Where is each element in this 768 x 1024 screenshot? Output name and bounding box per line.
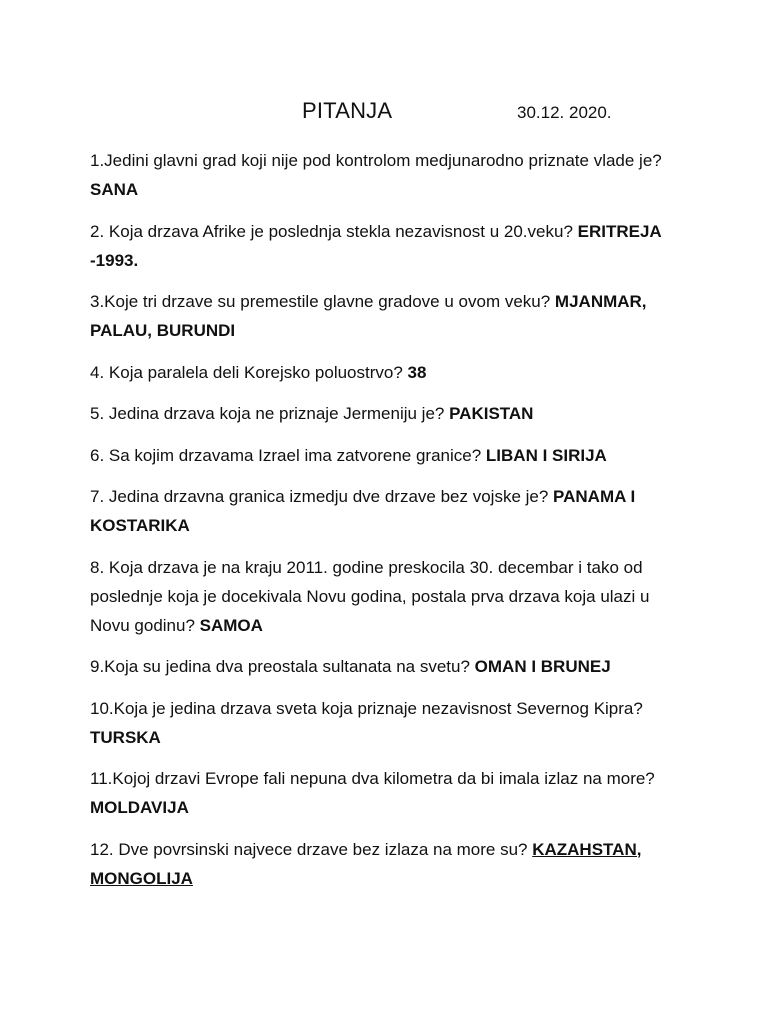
question-item-8	[90, 553, 690, 640]
question-item-9	[90, 652, 690, 681]
question-text: 9.Koja su jedina dva preostala sultanata na svetu?	[90, 657, 475, 676]
question-answer: SAMOA	[199, 615, 263, 635]
question-item-7	[90, 482, 690, 540]
page-title: PITANJA	[302, 98, 393, 123]
question-item-2	[90, 217, 690, 275]
question-answer: SANA	[90, 180, 139, 199]
question-item-3	[90, 287, 690, 345]
question-text: 5. Jedina drzava koja ne priznaje Jermeniju je?	[90, 404, 450, 423]
question-item-12	[90, 835, 690, 893]
question-answer: MJANMAR, PALAU, BURUNDI	[90, 292, 647, 340]
question-item-10	[90, 694, 690, 752]
question-list	[90, 146, 690, 905]
question-text: 4. Koja paralela deli Korejsko poluostrvo?	[90, 362, 408, 382]
question-text: 10.Koja je jedina drzava sveta koja priznaje nezavisnost Severnog Kipra?	[90, 698, 643, 718]
question-answer: OMAN I BRUNEJ	[474, 657, 611, 676]
question-text: 11.Kojoj drzavi Evrope fali nepuna dva kilometra da bi imala izlaz na more?	[90, 769, 655, 788]
question-answer: PAKISTAN	[449, 404, 534, 423]
question-item-5	[90, 399, 690, 428]
question-item-1	[90, 146, 690, 204]
question-item-11	[90, 764, 690, 822]
question-text: 7. Jedina drzavna granica izmedju dve drzave bez vojske je?	[90, 487, 554, 506]
document-date: 30.12. 2020.	[517, 103, 612, 122]
question-text: 3.Koje tri drzave su premestile glavne gradove u ovom veku?	[90, 292, 555, 311]
question-text: 1.Jedini glavni grad koji nije pod kontrolom medjunarodno priznate vlade je?	[90, 151, 662, 170]
question-answer: KAZAHSTAN, MONGOLIJA	[90, 839, 642, 888]
question-item-4	[90, 358, 690, 387]
question-text: 2. Koja drzava Afrike je poslednja stekla nezavisnost u 20.veku?	[90, 221, 578, 241]
question-answer: 38	[407, 362, 427, 382]
question-answer: LIBAN I SIRIJA	[485, 445, 607, 465]
question-answer: ERITREJA -1993.	[90, 221, 662, 270]
question-text: 6. Sa kojim drzavama Izrael ima zatvorene granice?	[90, 445, 486, 465]
question-item-6	[90, 441, 690, 470]
question-answer: MOLDAVIJA	[90, 798, 189, 817]
question-text: 8. Koja drzava je na kraju 2011. godine preskocila 30. decembar i tako od poslednje koja je docekivala Novu godina, postala prva drzava koja ulazi u Novu godinu?	[90, 557, 650, 635]
question-answer: PANAMA I KOSTARIKA	[90, 487, 636, 535]
question-answer: TURSKA	[90, 727, 161, 747]
question-text: 12. Dve povrsinski najvece drzave bez izlaza na more su?	[90, 839, 533, 859]
